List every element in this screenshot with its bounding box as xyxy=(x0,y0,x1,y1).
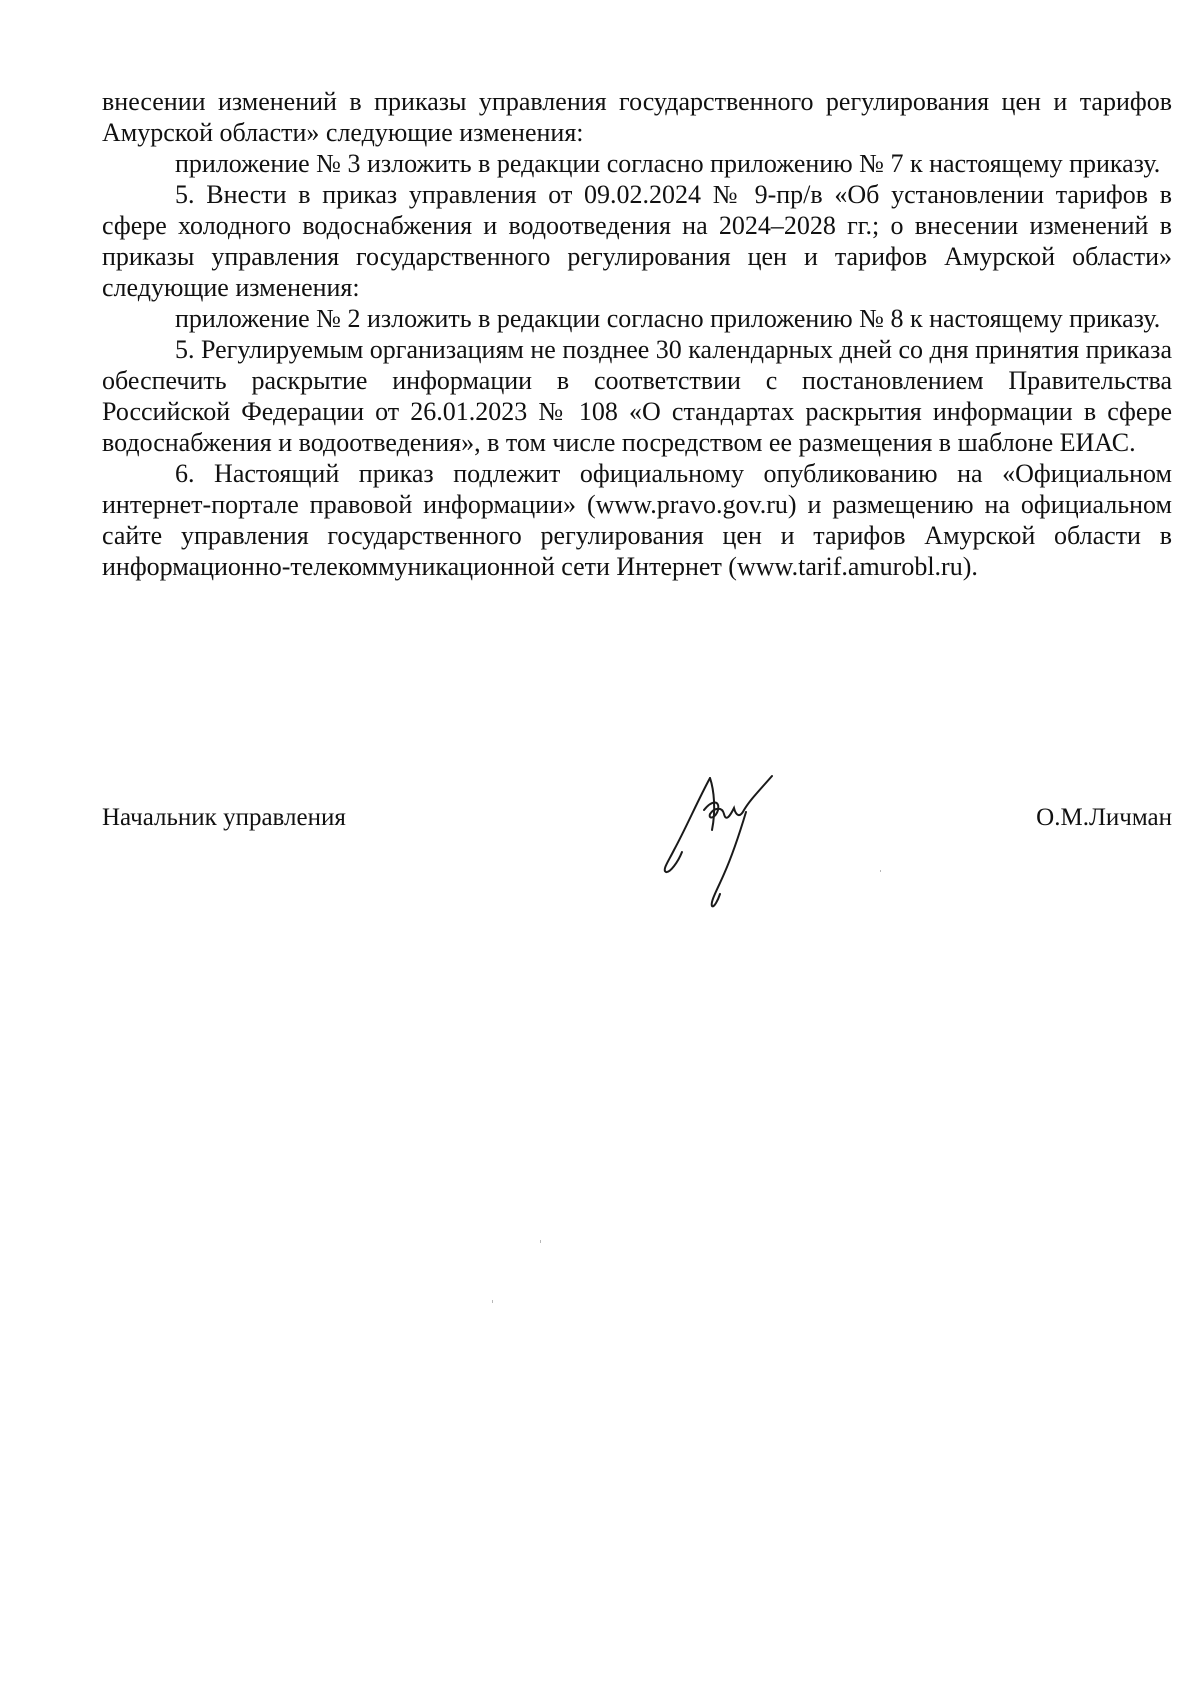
paragraph-appendix-2: приложение № 2 изложить в редакции согласно приложению № 8 к настоящему приказу. xyxy=(175,304,1161,333)
paragraph-continuation: внесении изменений в приказы управления государственного регулирования цен и тарифов Амурской области» следующие изменения: xyxy=(102,87,1172,147)
document-body xyxy=(102,86,1172,582)
handwritten-signature xyxy=(650,770,810,910)
paragraph-item-5-disclosure: 5. Регулируемым организациям не позднее 30 календарных дней со дня принятия приказа обеспечить раскрытие информации в соответствии с постановлением Правительства Российской Федерации от 26.01.2023 № 108 «О стандартах раскрытия информации в сфере водоснабжения и водоотведения», в том числе посредством ее размещения в шаблоне ЕИАС. xyxy=(102,335,1172,457)
scan-speck xyxy=(880,870,881,872)
paragraph-appendix-3: приложение № 3 изложить в редакции согласно приложению № 7 к настоящему приказу. xyxy=(175,149,1161,178)
scan-speck xyxy=(540,1240,541,1243)
signer-position: Начальник управления xyxy=(102,804,346,831)
paragraph-item-6-publication: 6. Настоящий приказ подлежит официальному опубликованию на «Официальном интернет-портале правовой информации» (www.pravo.gov.ru) и размещению на официальном сайте управления государственного регулирования цен и тарифов Амурской области в информационно-телекоммуникационной сети Интернет (www.tarif.amurobl.ru). xyxy=(102,459,1172,581)
paragraph-item-5-amend-order: 5. Внести в приказ управления от 09.02.2024 № 9-пр/в «Об установлении тарифов в сфере холодного водоснабжения и водоотведения на 2024–2028 гг.; о внесении изменений в приказы управления государственного регулирования цен и тарифов Амурской области» следующие изменения: xyxy=(102,180,1172,302)
scan-speck xyxy=(492,1300,493,1303)
signature-block xyxy=(102,770,1172,910)
signer-name: О.М.Личман xyxy=(1036,804,1172,831)
